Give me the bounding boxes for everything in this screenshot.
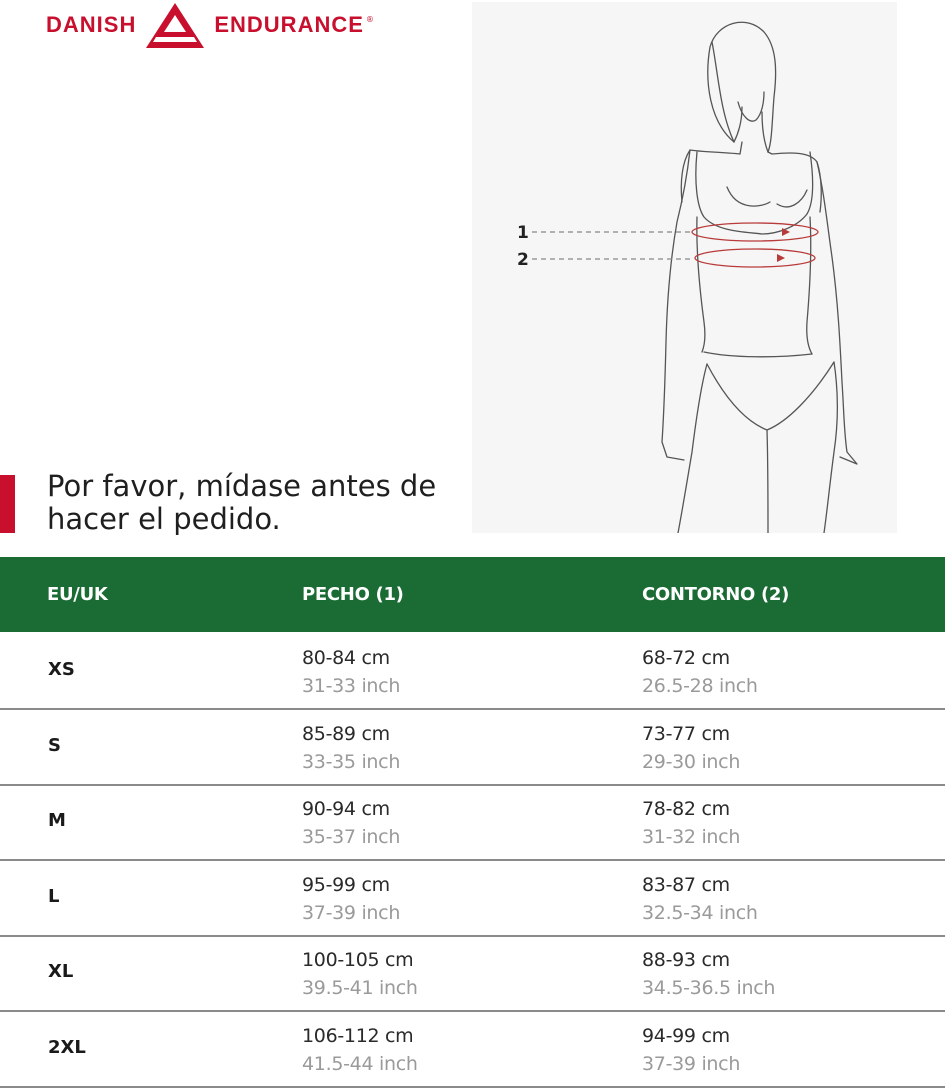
- chest-cm: 106-112 cm: [302, 1025, 414, 1047]
- chest-inch: 37-39 inch: [302, 902, 401, 924]
- contour-inch: 34.5-36.5 inch: [642, 977, 776, 999]
- marker-1: 1: [517, 223, 529, 243]
- contour-cell: [642, 644, 758, 700]
- contour-inch: 29-30 inch: [642, 751, 741, 773]
- chest-inch: 39.5-41 inch: [302, 977, 418, 999]
- chest-cm: 80-84 cm: [302, 647, 390, 669]
- chest-cell: [302, 644, 400, 700]
- header-size: EU/UK: [47, 584, 108, 605]
- registered-mark: ®: [365, 14, 374, 24]
- table-row: [0, 633, 945, 710]
- contour-cell: [642, 1022, 740, 1078]
- contour-cell: [642, 795, 740, 851]
- marker-2: 2: [517, 250, 529, 270]
- table-row: [0, 1011, 945, 1088]
- size-label: L: [48, 886, 60, 907]
- contour-cell: [642, 946, 775, 1002]
- size-label: XL: [48, 961, 74, 982]
- contour-cm: 83-87 cm: [642, 874, 730, 896]
- contour-cm: 68-72 cm: [642, 647, 730, 669]
- chest-cell: [302, 871, 400, 927]
- size-label: M: [48, 810, 66, 831]
- table-row: [0, 860, 945, 937]
- contour-inch: 26.5-28 inch: [642, 675, 758, 697]
- contour-inch: 31-32 inch: [642, 826, 741, 848]
- chest-cm: 90-94 cm: [302, 798, 390, 820]
- chest-inch: 35-37 inch: [302, 826, 401, 848]
- chest-inch: 41.5-44 inch: [302, 1053, 418, 1075]
- size-table-header: [0, 557, 945, 632]
- contour-inch: 37-39 inch: [642, 1053, 741, 1075]
- contour-cm: 78-82 cm: [642, 798, 730, 820]
- chest-cell: [302, 946, 418, 1002]
- table-row: [0, 935, 945, 1012]
- table-row: [0, 784, 945, 861]
- contour-inch: 32.5-34 inch: [642, 902, 758, 924]
- brand-word-right: ENDURANCE: [214, 12, 364, 37]
- body-measurement-illustration: [472, 2, 897, 533]
- chest-cm: 85-89 cm: [302, 723, 390, 745]
- contour-cm: 88-93 cm: [642, 949, 730, 971]
- chest-cell: [302, 1022, 418, 1078]
- note-line-2: hacer el pedido.: [47, 502, 281, 536]
- brand-logo: [46, 0, 374, 50]
- size-label: XS: [48, 659, 75, 680]
- chest-inch: 31-33 inch: [302, 675, 401, 697]
- measure-note: [47, 470, 467, 536]
- table-row: [0, 709, 945, 786]
- header-contour: CONTORNO (2): [642, 584, 790, 605]
- female-body-measurement-figure: [472, 2, 897, 533]
- chest-cell: [302, 795, 400, 851]
- chest-cm: 100-105 cm: [302, 949, 414, 971]
- chest-cm: 95-99 cm: [302, 874, 390, 896]
- note-line-1: Por favor, mídase antes de: [47, 469, 437, 503]
- contour-cell: [642, 871, 758, 927]
- measurement-lines: [532, 223, 818, 267]
- contour-cm: 73-77 cm: [642, 723, 730, 745]
- chest-inch: 33-35 inch: [302, 751, 401, 773]
- accent-bar: [0, 475, 15, 533]
- header-chest: PECHO (1): [302, 584, 404, 605]
- brand-word-left: DANISH: [46, 12, 137, 37]
- chest-cell: [302, 720, 400, 776]
- contour-cell: [642, 720, 740, 776]
- brand-mountain-icon: [144, 1, 206, 49]
- size-label: 2XL: [48, 1037, 86, 1058]
- size-label: S: [48, 735, 61, 756]
- contour-cm: 94-99 cm: [642, 1025, 730, 1047]
